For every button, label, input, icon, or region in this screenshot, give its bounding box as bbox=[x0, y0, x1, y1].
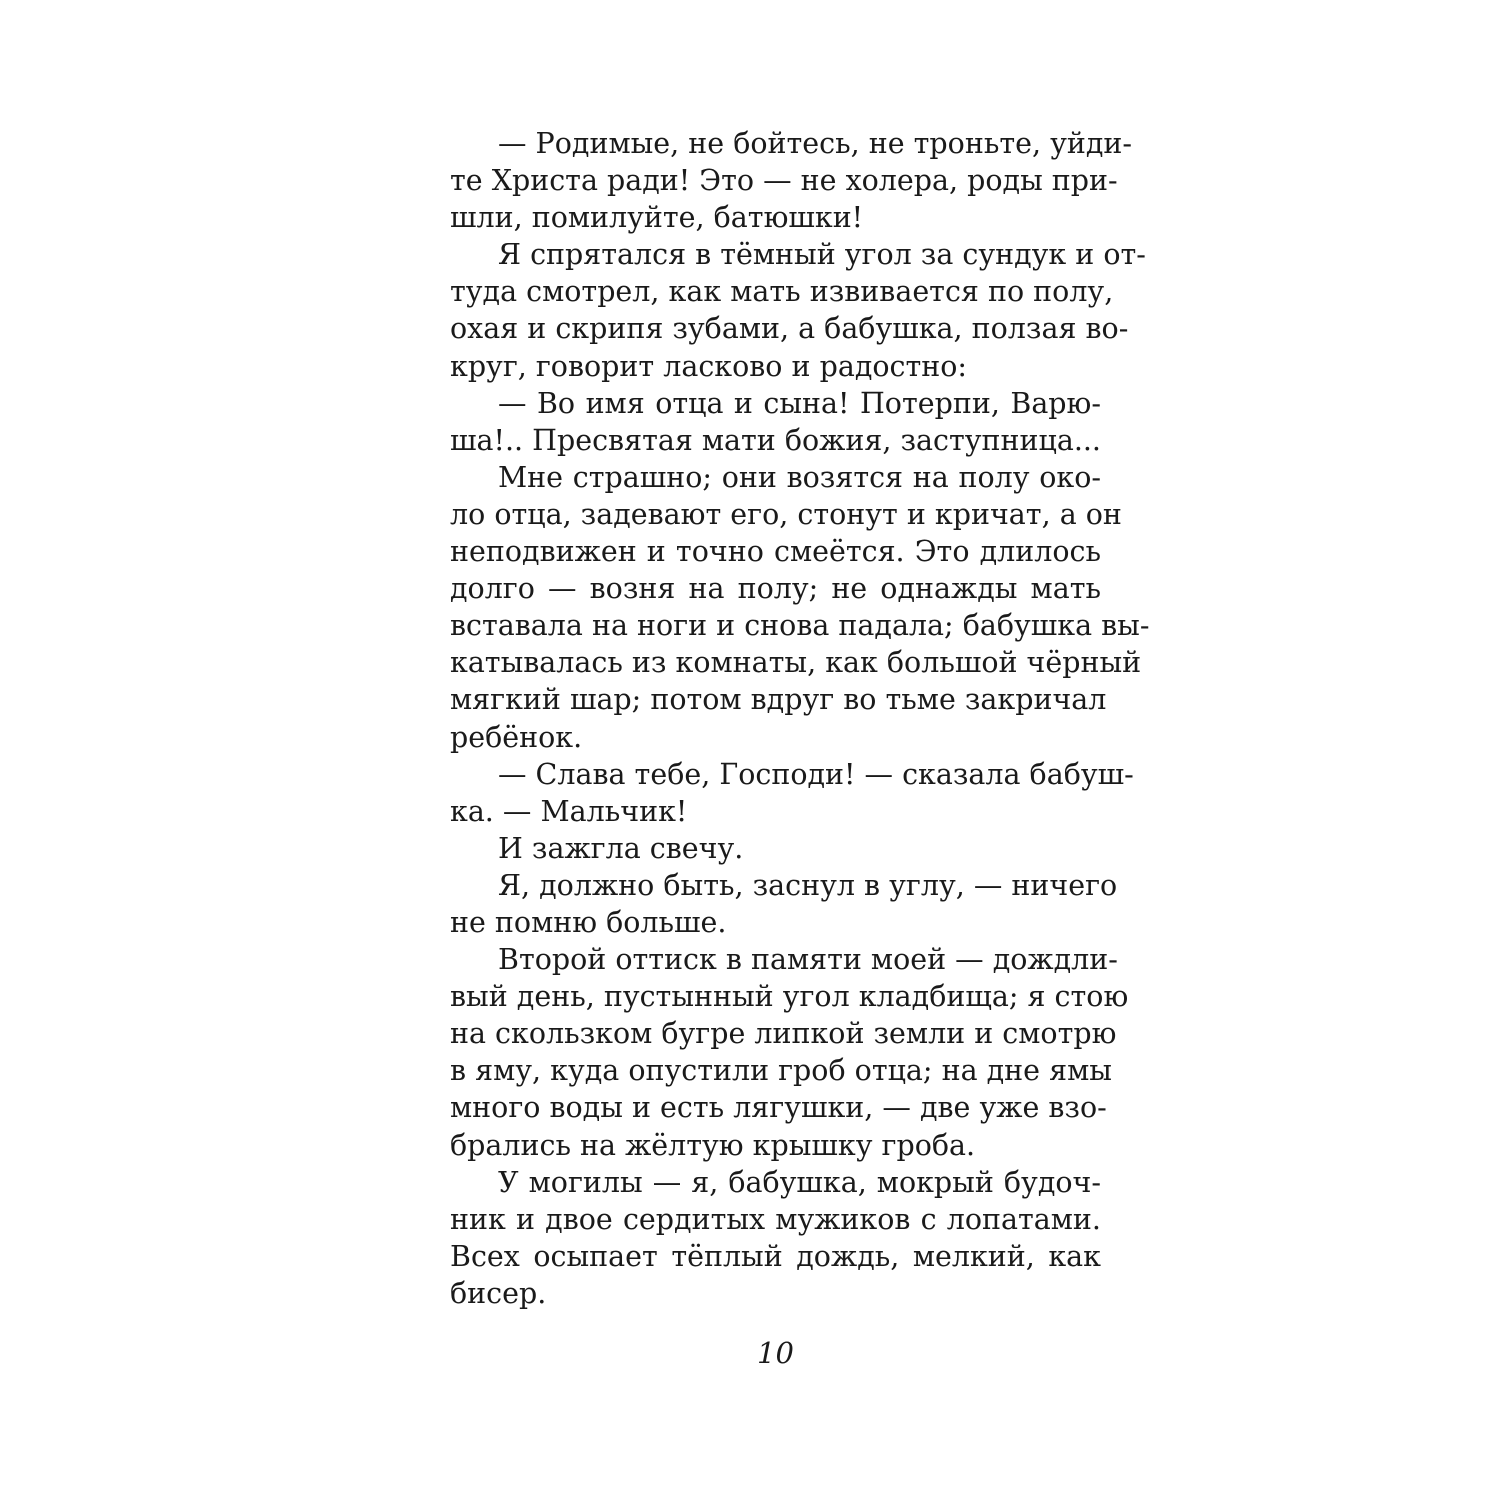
text-line: У могилы — я, бабушка, мокрый будоч- bbox=[498, 1165, 1101, 1199]
text-line: — Во имя отца и сына! Потерпи, Варю- bbox=[498, 386, 1101, 420]
text-line: Всех осыпает тёплый дождь, мелкий, как bbox=[450, 1239, 1101, 1273]
text-line: И зажгла свечу. bbox=[498, 831, 744, 865]
text-line: вый день, пустынный угол кладбища; я стою bbox=[450, 980, 1129, 1014]
text-line: неподвижен и точно смеётся. Это длилось bbox=[450, 535, 1101, 569]
page-number: 10 bbox=[757, 1336, 794, 1370]
text-line: туда смотрел, как мать извивается по полу, bbox=[450, 275, 1114, 309]
text-line: катывалась из комнаты, как большой чёрный bbox=[450, 646, 1142, 680]
text-line: те Христа ради! Это — не холера, роды при- bbox=[450, 164, 1118, 198]
text-line: не помню больше. bbox=[450, 905, 727, 939]
text-line: ребёнок. bbox=[450, 720, 583, 754]
text-line: Я спрятался в тёмный угол за сундук и от- bbox=[498, 238, 1146, 272]
text-line: долго — возня на полу; не однажды мать bbox=[450, 572, 1101, 606]
text-line: ло отца, задевают его, стонут и кричат, а он bbox=[450, 497, 1122, 531]
body-text bbox=[450, 125, 1150, 1312]
text-line: в яму, куда опустили гроб отца; на дне ямы bbox=[450, 1054, 1112, 1088]
text-line: мягкий шар; потом вдруг во тьме закричал bbox=[450, 683, 1107, 717]
text-line: ник и двое сердитых мужиков с лопатами. bbox=[450, 1202, 1101, 1236]
text-line: много воды и есть лягушки, — две уже взо- bbox=[450, 1091, 1107, 1125]
text-line: охая и скрипя зубами, а бабушка, ползая во- bbox=[450, 312, 1129, 346]
text-line: Я, должно быть, заснул в углу, — ничего bbox=[498, 868, 1118, 902]
text-line: на скользком бугре липкой земли и смотрю bbox=[450, 1017, 1117, 1051]
text-line: — Родимые, не бойтесь, не троньте, уйди- bbox=[498, 127, 1133, 160]
text-line: вставала на ноги и снова падала; бабушка вы- bbox=[450, 609, 1150, 643]
text-line: ка. — Мальчик! bbox=[450, 794, 688, 828]
text-line: брались на жёлтую крышку гроба. bbox=[450, 1128, 976, 1162]
text-line: шли, помилуйте, батюшки! bbox=[450, 201, 864, 235]
text-line: круг, говорит ласково и радостно: bbox=[450, 349, 968, 383]
text-line: Мне страшно; они возятся на полу око- bbox=[498, 460, 1101, 494]
text-line: ша!.. Пресвятая мати божия, заступница... bbox=[450, 423, 1101, 457]
text-line: Второй оттиск в памяти моей — дождли- bbox=[498, 943, 1118, 977]
text-line: — Слава тебе, Господи! — сказала бабуш- bbox=[498, 757, 1134, 791]
text-line: бисер. bbox=[450, 1276, 547, 1310]
